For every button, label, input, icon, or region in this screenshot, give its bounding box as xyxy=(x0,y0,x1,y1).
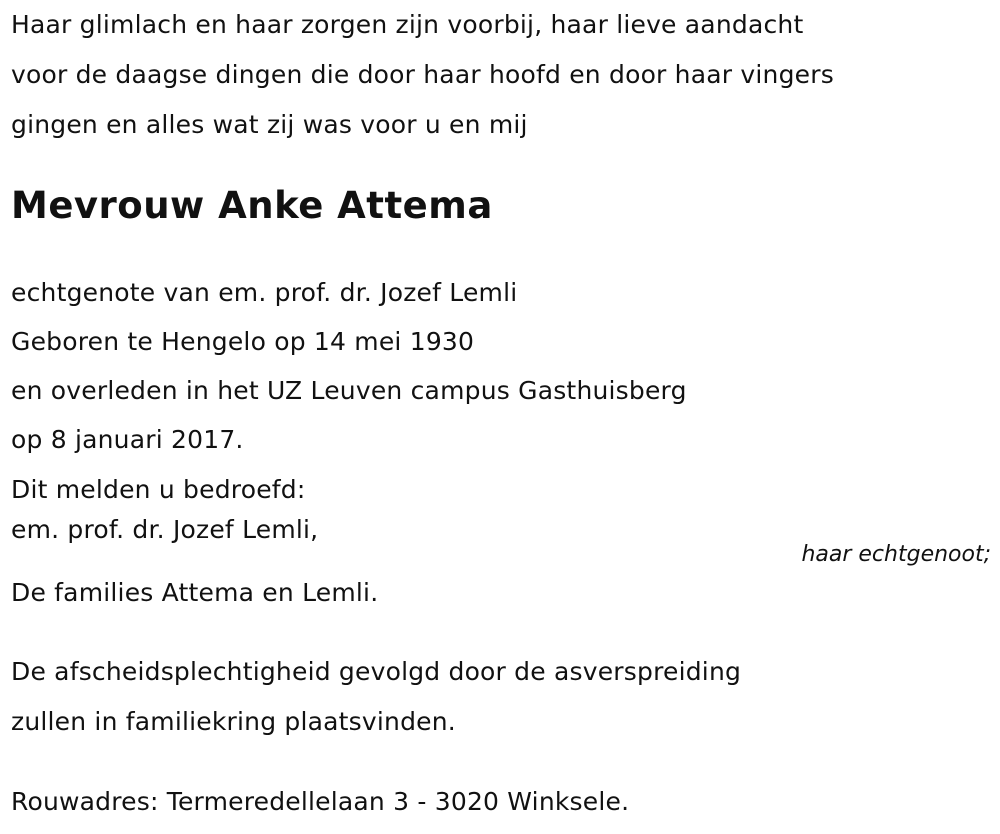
ceremony-line-1: De afscheidsplechtigheid gevolgd door de asverspreiding xyxy=(11,657,742,686)
poem-line-1: Haar glimlach en haar zorgen zijn voorbij, haar lieve aandacht xyxy=(11,10,804,39)
poem-line-3: gingen en alles wat zij was voor u en mij xyxy=(11,110,528,139)
detail-line-died-place: en overleden in het UZ Leuven campus Gasthuisberg xyxy=(11,376,687,405)
mourners-intro: Dit melden u bedroefd: xyxy=(11,475,306,504)
mourners-families: De families Attema en Lemli. xyxy=(11,578,379,607)
deceased-name-heading: Mevrouw Anke Attema xyxy=(11,184,493,227)
mourner-spouse-name: em. prof. dr. Jozef Lemli, xyxy=(11,515,319,544)
mourning-address: Rouwadres: Termeredellelaan 3 - 3020 Winksele. xyxy=(11,787,630,816)
detail-line-spouse: echtgenote van em. prof. dr. Jozef Lemli xyxy=(11,278,518,307)
ceremony-line-2: zullen in familiekring plaatsvinden. xyxy=(11,707,456,736)
detail-line-died-date: op 8 januari 2017. xyxy=(11,425,244,454)
detail-line-born: Geboren te Hengelo op 14 mei 1930 xyxy=(11,327,475,356)
poem-line-2: voor de daagse dingen die door haar hoofd en door haar vingers xyxy=(11,60,834,89)
mourner-spouse-role: haar echtgenoot; xyxy=(801,542,991,567)
